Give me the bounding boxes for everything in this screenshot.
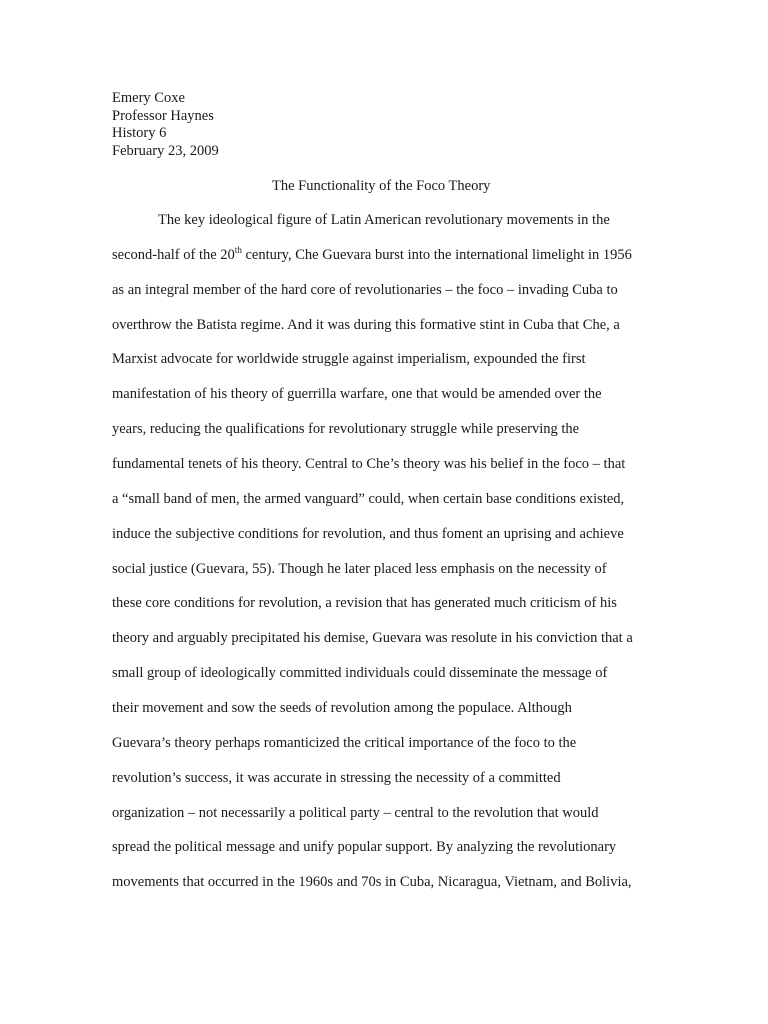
body-line: a “small band of men, the armed vanguard” could, when certain base conditions existed,: [112, 490, 625, 507]
author-name: Emery Coxe: [112, 90, 185, 106]
body-line: [112, 246, 657, 281]
document-date: February 23, 2009: [112, 142, 219, 159]
body-line: induce the subjective conditions for revolution, and thus foment an uprising and achieve: [112, 525, 624, 542]
body-line-text: century, Che Guevara burst into the international limelight in 1956: [241, 246, 632, 263]
body-line: organization – not necessarily a political party – central to the revolution that would: [112, 804, 599, 821]
body-line: their movement and sow the seeds of revolution among the populace. Although: [112, 700, 572, 717]
body-line: Marxist advocate for worldwide struggle against imperialism, expounded the first: [112, 351, 586, 368]
document-header: [112, 90, 219, 160]
body-line: social justice (Guevara, 55). Though he later placed less emphasis on the necessity of: [112, 560, 607, 577]
body-line: The key ideological figure of Latin American revolutionary movements in the: [158, 212, 610, 228]
body-line: theory and arguably precipitated his demise, Guevara was resolute in his conviction that a: [112, 630, 633, 647]
body-line: Guevara’s theory perhaps romanticized the critical importance of the foco to the: [112, 734, 577, 751]
essay-title: The Functionality of the Foco Theory: [272, 178, 491, 194]
body-line: revolution’s success, it was accurate in stressing the necessity of a committed: [112, 769, 561, 786]
body-line: overthrow the Batista regime. And it was during this formative stint in Cuba that Che, a: [112, 316, 620, 333]
essay-body: [112, 211, 657, 908]
body-line: small group of ideologically committed individuals could disseminate the message of: [112, 665, 608, 682]
course-name: History 6: [112, 125, 167, 141]
body-line: movements that occurred in the 1960s and 70s in Cuba, Nicaragua, Vietnam, and Bolivia,: [112, 874, 632, 891]
body-line: spread the political message and unify popular support. By analyzing the revolutionary: [112, 839, 617, 856]
body-line: these core conditions for revolution, a revision that has generated much criticism of his: [112, 595, 617, 612]
body-line: fundamental tenets of his theory. Central to Che’s theory was his belief in the foco – that: [112, 456, 626, 473]
body-line-text: second-half of the 20: [112, 246, 235, 263]
body-line: as an integral member of the hard core of revolutionaries – the foco – invading Cuba to: [112, 281, 618, 298]
professor-name: Professor Haynes: [112, 107, 214, 124]
body-line: manifestation of his theory of guerrilla warfare, one that would be amended over the: [112, 386, 602, 403]
body-line: years, reducing the qualifications for revolutionary struggle while preserving the: [112, 421, 580, 438]
ordinal-superscript: th: [234, 245, 242, 256]
